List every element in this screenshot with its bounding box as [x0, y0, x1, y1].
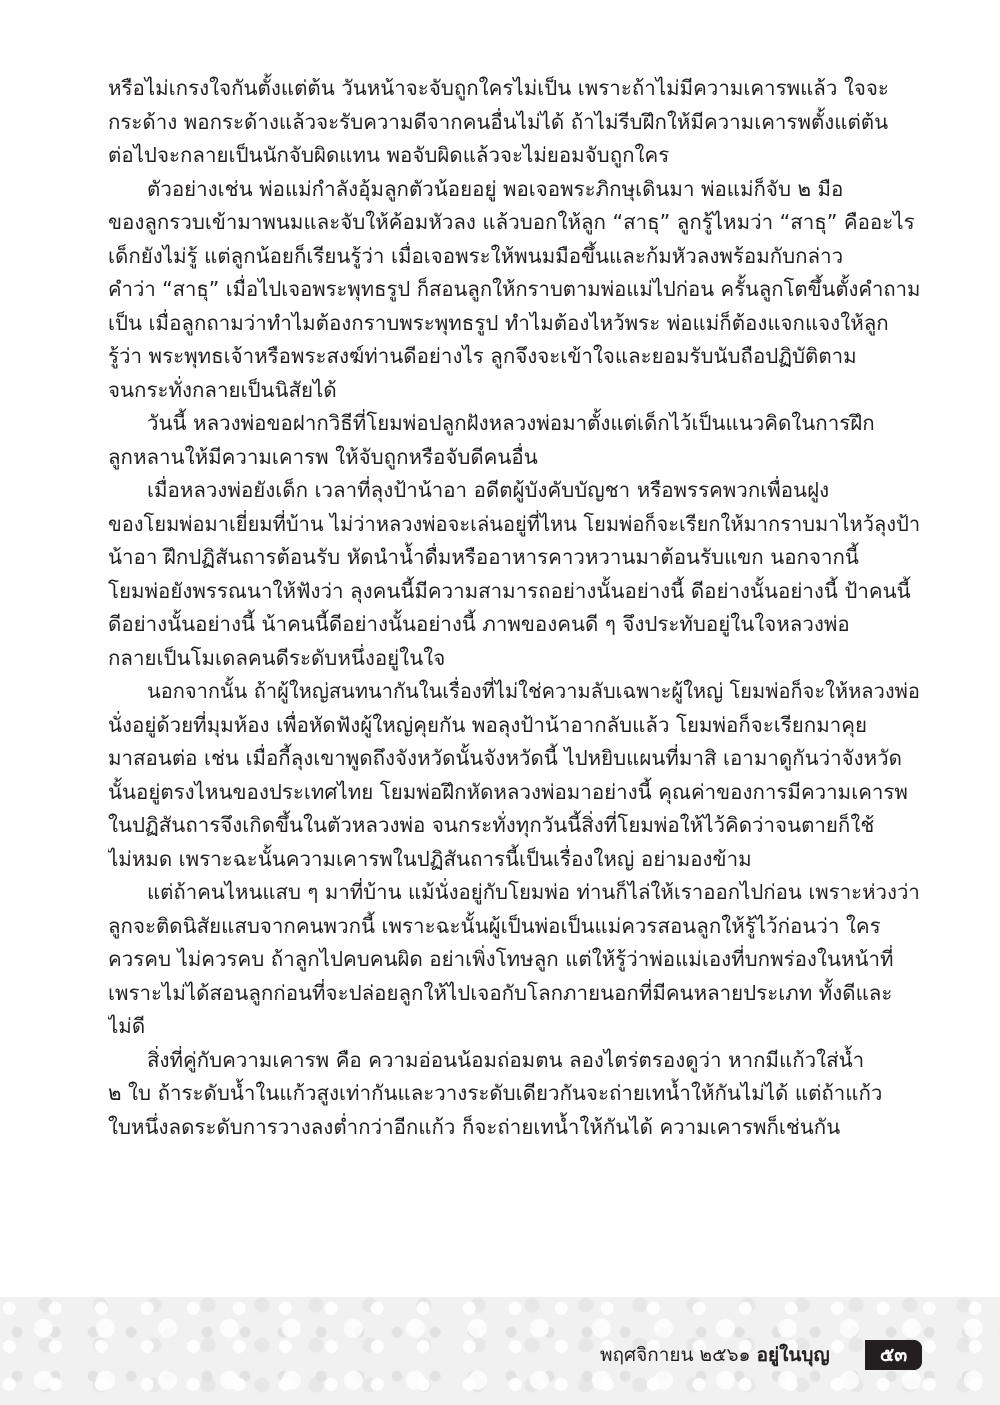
body-line-19: นอกจากนั้น ถ้าผู้ใหญ่สนทนากันในเรื่องที่ไม่ใช่ความลับเฉพาะผู้ใหญ่ โยมพ่อก็จะให้หลวงพ่อ [147, 679, 920, 703]
body-line-31: ๒ ใบ ถ้าระดับน้ำในแก้วสูงเท่ากันและวางระดับเดียวกันจะถ่ายเทน้ำให้กันไม่ได้ แต่ถ้าแก้ว [108, 1081, 883, 1105]
body-line-29: ไม่ดี [108, 1014, 146, 1038]
body-line-23: ในปฏิสันถารจึงเกิดขึ้นในตัวหลวงพ่อ จนกระทั่งทุกวันนี้สิ่งที่โยมพ่อให้ไว้คิดว่าจนตายก็ใช้ [108, 813, 875, 837]
page-number-badge [865, 1340, 922, 1370]
footer-pattern-band [0, 1297, 1000, 1405]
body-line-27: ควรคบ ไม่ควรคบ ถ้าลูกไปคบคนผิด อย่าเพิ่งโทษลูก แต่ให้รู้ว่าพ่อแม่เองที่บกพร่องในหน้าที่ [108, 947, 894, 971]
body-line-12: ลูกหลานให้มีความเคารพ ให้จับถูกหรือจับดีคนอื่น [108, 444, 538, 469]
footer-magazine-title: อยู่ในบุญ [756, 1344, 830, 1366]
body-line-15: น้าอา ฝึกปฏิสันถารต้อนรับ หัดนำน้ำดื่มหรืออาหารคาวหวานมาต้อนรับแขก นอกจากนี้ [108, 545, 859, 569]
body-line-4: ตัวอย่างเช่น พ่อแม่กำลังอุ้มลูกตัวน้อยอยู่ พอเจอพระภิกษุเดินมา พ่อแม่ก็จับ ๒ มือ [147, 176, 844, 201]
body-line-20: นั่งอยู่ด้วยที่มุมห้อง เพื่อหัดฟังผู้ใหญ่คุยกัน พอลุงป้าน้าอากลับแล้ว โยมพ่อก็จะเรียกมาคุย [108, 712, 867, 737]
body-line-32: ใบหนึ่งลดระดับการวางลงต่ำกว่าอีกแก้ว ก็จะถ่ายเทน้ำให้กันได้ ความเคารพก็เช่นกัน [108, 1114, 841, 1139]
body-line-9: รู้ว่า พระพุทธเจ้าหรือพระสงฆ์ท่านดีอย่างไร ลูกจึงจะเข้าใจและยอมรับนับถือปฏิบัติตาม [108, 344, 857, 368]
body-line-18: กลายเป็นโมเดลคนดีระดับหนึ่งอยู่ในใจ [108, 645, 446, 670]
body-line-16: โยมพ่อยังพรรณนาให้ฟังว่า ลุงคนนี้มีความสามารถอย่างนั้นอย่างนี้ ดีอย่างนั้นอย่างนี้ ป้าคนนี้ [108, 578, 911, 603]
body-line-10: จนกระทั่งกลายเป็นนิสัยได้ [108, 377, 337, 402]
body-line-21: มาสอนต่อ เช่น เมื่อกี้ลุงเขาพูดถึงจังหวัดนั้นจังหวัดนี้ ไปหยิบแผนที่มาสิ เอามาดูกันว่าจังหวัด [108, 746, 902, 770]
body-line-28: เพราะไม่ได้สอนลูกก่อนที่จะปล่อยลูกให้ไปเจอกับโลกภายนอกที่มีคนหลายประเภท ทั้งดีและ [108, 980, 893, 1005]
body-line-11: วันนี้ หลวงพ่อขอฝากวิธีที่โยมพ่อปลูกฝังหลวงพ่อมาตั้งแต่เด็กไว้เป็นแนวคิดในการฝึก [147, 411, 875, 435]
body-line-2: กระด้าง พอกระด้างแล้วจะรับความดีจากคนอื่นไม่ได้ ถ้าไม่รีบฝึกให้มีความเคารพตั้งแต่ต้น [108, 109, 889, 134]
body-line-22: นั้นอยู่ตรงไหนของประเทศไทย โยมพ่อฝึกหัดหลวงพ่อมาอย่างนี้ คุณค่าของการมีความเคารพ [108, 779, 908, 804]
body-line-1: หรือไม่เกรงใจกันตั้งแต่ต้น วันหน้าจะจับถูกใครไม่เป็น เพราะถ้าไม่มีความเคารพแล้ว ใจจะ [108, 76, 889, 100]
body-line-5: ของลูกรวบเข้ามาพนมและจับให้ค้อมหัวลง แล้วบอกให้ลูก “สาธุ” ลูกรู้ไหมว่า “สาธุ” คืออะไร [108, 210, 915, 234]
body-line-6: เด็กยังไม่รู้ แต่ลูกน้อยก็เรียนรู้ว่า เมื่อเจอพระให้พนมมือขึ้นและก้มหัวลงพร้อมกับกล่าว [108, 243, 844, 268]
body-line-30: สิ่งที่คู่กับความเคารพ คือ ความอ่อนน้อมถ่อมตน ลองไตร่ตรองดูว่า หากมีแก้วใส่น้ำ [147, 1047, 865, 1072]
body-line-7: คำว่า “สาธุ” เมื่อไปเจอพระพุทธรูป ก็สอนลูกให้กราบตามพ่อแม่ไปก่อน ครั้นลูกโตขึ้นตั้งคำถาม [108, 277, 920, 301]
body-line-17: ดีอย่างนั้นอย่างนี้ น้าคนนี้ดีอย่างนั้นอย่างนี้ ภาพของคนดี ๆ จึงประทับอยู่ในใจหลวงพ่อ [108, 612, 850, 636]
body-line-24: ไม่หมด เพราะฉะนั้นความเคารพในปฏิสันถารนี้เป็นเรื่องใหญ่ อย่ามองข้าม [108, 846, 752, 871]
footer-issue-info [600, 1340, 830, 1370]
body-line-25: แต่ถ้าคนไหนแสบ ๆ มาที่บ้าน แม้นั่งอยู่กับโยมพ่อ ท่านก็ไล่ให้เราออกไปก่อน เพราะห่วงว่า [147, 880, 920, 904]
page-number: ๕๓ [879, 1344, 908, 1366]
body-line-8: เป็น เมื่อลูกถามว่าทำไมต้องกราบพระพุทธรูป ทำไมต้องไหว้พระ พ่อแม่ก็ต้องแจกแจงให้ลูก [108, 310, 889, 335]
body-line-13: เมื่อหลวงพ่อยังเด็ก เวลาที่ลุงป้าน้าอา อดีตผู้บังคับบัญชา หรือพรรคพวกเพื่อนฝูง [147, 478, 830, 502]
article-body [108, 72, 920, 1144]
body-line-14: ของโยมพ่อมาเยี่ยมที่บ้าน ไม่ว่าหลวงพ่อจะเล่นอยู่ที่ไหน โยมพ่อก็จะเรียกให้มากราบมาไหว้ลุงป้า [108, 511, 920, 536]
body-line-26: ลูกจะติดนิสัยแสบจากคนพวกนี้ เพราะฉะนั้นผู้เป็นพ่อเป็นแม่ควรสอนลูกให้รู้ไว้ก่อนว่า ใคร [108, 913, 881, 938]
footer-date: พฤศจิกายน ๒๕๖๑ [600, 1344, 751, 1366]
body-line-3: ต่อไปจะกลายเป็นนักจับผิดแทน พอจับผิดแล้วจะไม่ยอมจับถูกใคร [108, 143, 670, 167]
